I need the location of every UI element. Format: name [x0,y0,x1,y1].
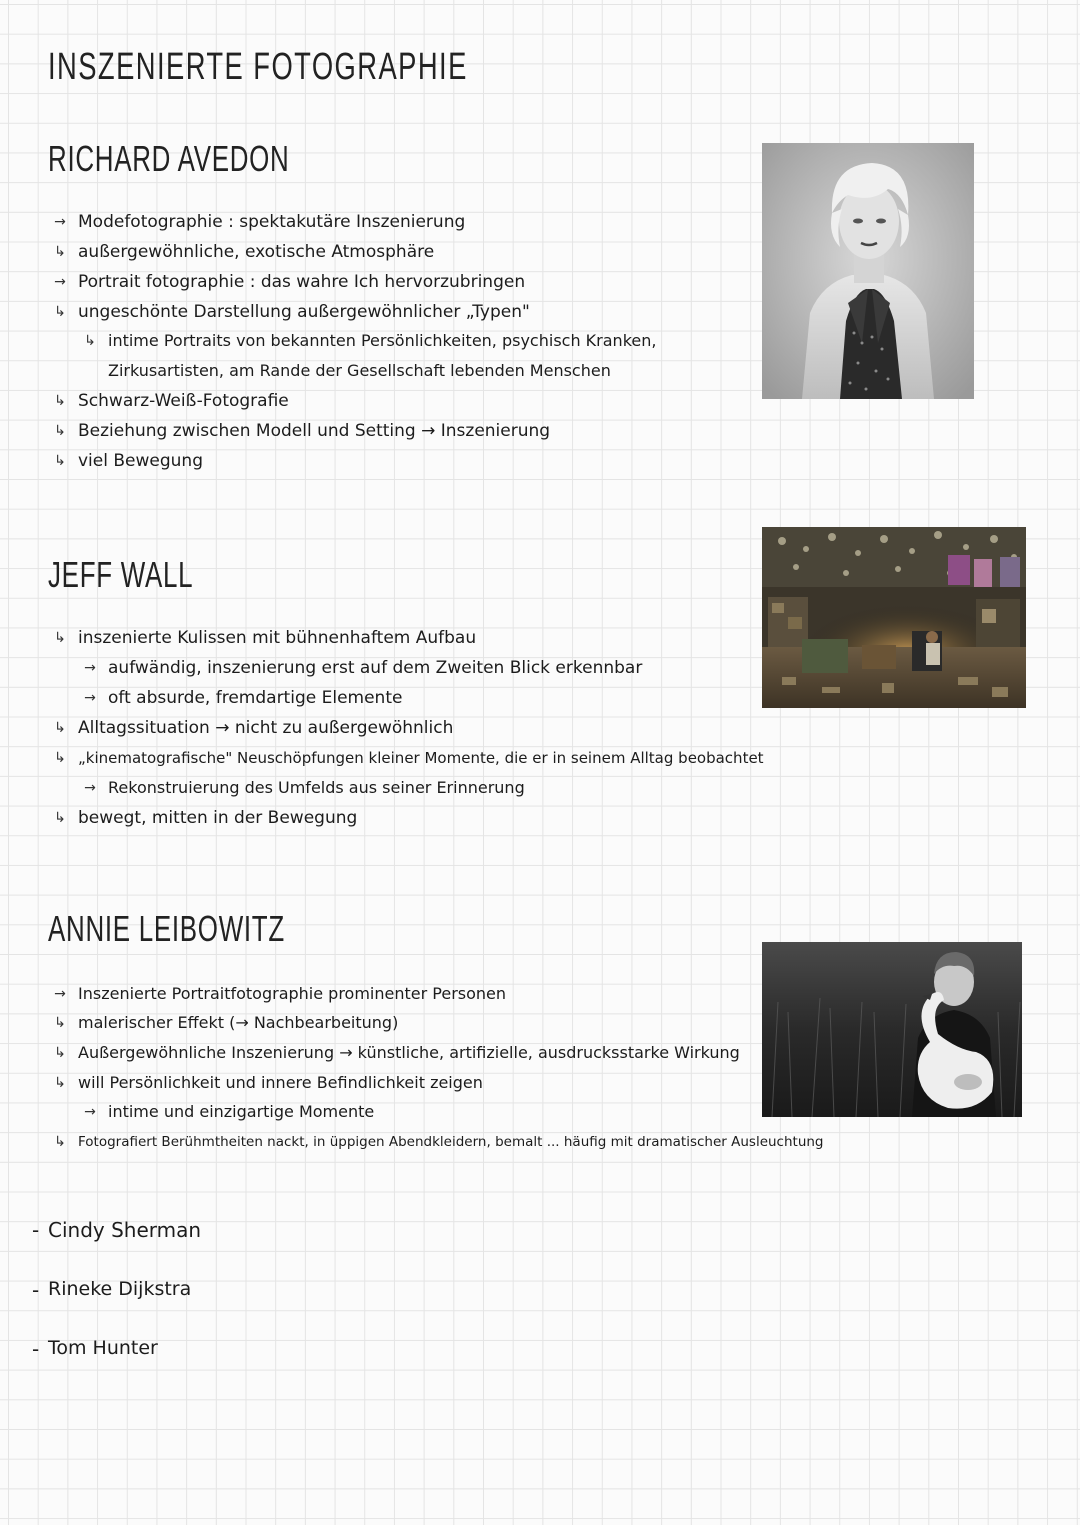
turn-arrow-icon: ↳ [54,630,66,646]
turn-arrow-icon: ↳ [54,1015,66,1031]
portrait-image [762,143,974,399]
list-item: Cindy Sherman [48,1218,202,1242]
section-heading-wall: JEFF WALL [48,554,194,595]
note-line: will Persönlichkeit und innere Befindlichkeit zeigen [78,1073,483,1092]
turn-arrow-icon: ↳ [54,810,66,826]
note-line: inszenierte Kulissen mit bühnenhaftem Aufbau [78,628,477,648]
note-line: Zirkusartisten, am Rande der Gesellschaft lebenden Menschen [108,361,611,380]
list-item: Tom Hunter [48,1337,158,1359]
leibowitz-photo [762,942,1022,1117]
portrait-with-swan-image [762,942,1022,1117]
note-line: Schwarz-Weiß-Fotografie [78,391,289,411]
note-line: Fotografiert Berühmtheiten nackt, in üppigen Abendkleidern, bemalt ... häufig mit dramatischer Ausleuchtung [78,1134,824,1150]
note-line: ungeschönte Darstellung außergewöhnlicher „Typen" [78,302,530,322]
note-line: viel Bewegung [78,451,203,471]
note-line: Modefotographie : spektakutäre Inszenierung [78,212,466,232]
note-line: „kinematografische" Neuschöpfungen kleiner Momente, die er in seinem Alltag beobachtet [78,749,764,767]
note-line: Alltagssituation → nicht zu außergewöhnlich [78,718,454,738]
turn-arrow-icon: ↳ [54,750,66,766]
list-bullet: - [32,1337,40,1361]
section-heading-leibowitz: ANNIE LEIBOWITZ [48,908,285,949]
turn-arrow-icon: ↳ [54,393,66,409]
arrow-icon: → [54,986,66,1002]
turn-arrow-icon: ↳ [54,1075,66,1091]
arrow-icon: → [54,274,66,290]
turn-arrow-icon: ↳ [54,244,66,260]
note-line: malerischer Effekt (→ Nachbearbeitung) [78,1013,399,1032]
avedon-photo [762,143,974,399]
note-line: bewegt, mitten in der Bewegung [78,808,358,828]
arrow-icon: → [84,660,96,676]
page-title: INSZENIERTE FOTOGRAPHIE [48,46,468,88]
arrow-icon: → [54,214,66,230]
note-line: Beziehung zwischen Modell und Setting → Inszenierung [78,421,551,441]
list-bullet: - [32,1278,40,1302]
arrow-icon: → [84,690,96,706]
arrow-icon: → [84,1104,96,1120]
note-line: aufwändig, inszenierung erst auf dem Zweiten Blick erkennbar [108,658,643,678]
note-line: intime und einzigartige Momente [108,1102,375,1121]
list-bullet: - [32,1218,40,1242]
turn-arrow-icon: ↳ [84,333,96,349]
note-line: oft absurde, fremdartige Elemente [108,688,403,708]
turn-arrow-icon: ↳ [54,720,66,736]
turn-arrow-icon: ↳ [54,304,66,320]
turn-arrow-icon: ↳ [54,1134,66,1150]
note-line: Rekonstruierung des Umfelds aus seiner Erinnerung [108,778,525,797]
wall-photo [762,527,1026,708]
note-line: Inszenierte Portraitfotographie prominenter Personen [78,984,507,1003]
arrow-icon: → [84,780,96,796]
list-item: Rineke Dijkstra [48,1278,192,1300]
note-line: Portrait fotographie : das wahre Ich hervorzubringen [78,272,526,292]
note-line: intime Portraits von bekannten Persönlichkeiten, psychisch Kranken, [108,331,657,350]
note-line: außergewöhnliche, exotische Atmosphäre [78,242,435,262]
turn-arrow-icon: ↳ [54,423,66,439]
turn-arrow-icon: ↳ [54,453,66,469]
section-heading-avedon: RICHARD AVEDON [48,138,290,179]
note-line: Außergewöhnliche Inszenierung → künstliche, artifizielle, ausdrucksstarke Wirkung [78,1043,740,1062]
turn-arrow-icon: ↳ [54,1045,66,1061]
room-image [762,527,1026,708]
